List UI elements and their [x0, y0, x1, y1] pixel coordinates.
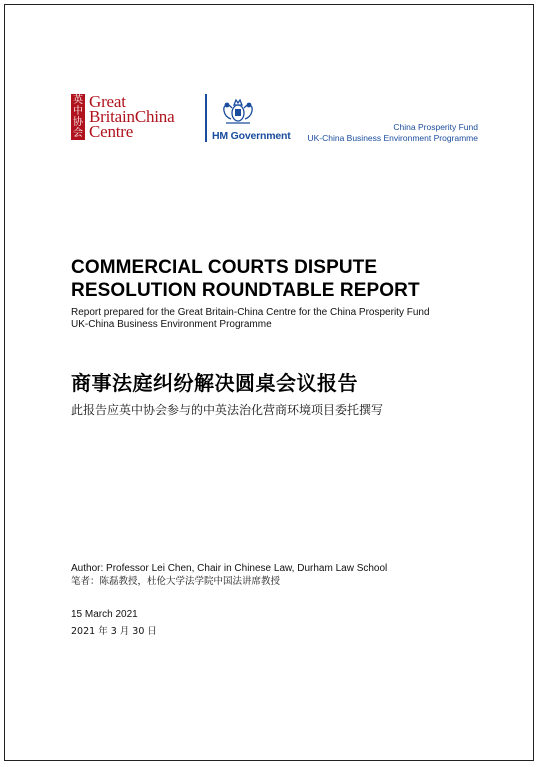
gbcc-seal	[71, 94, 85, 140]
hmg-label: HM Government	[212, 130, 291, 142]
date-en: 15 March 2021	[71, 609, 138, 620]
gbcc-name	[89, 94, 174, 139]
report-subtitle	[71, 307, 430, 331]
gbcc-name-line: Great	[89, 92, 126, 111]
title-line2: RESOLUTION ROUNDTABLE REPORT	[71, 280, 420, 301]
seal-char: 英	[73, 95, 83, 106]
royal-crest-icon	[218, 96, 258, 126]
subtitle-line2: UK-China Business Environment Programme	[71, 319, 272, 330]
cpf-line2: UK-China Business Environment Programme	[307, 133, 478, 143]
author-cn: 笔者：陈磊教授，杜伦大学法学院中国法讲席教授	[71, 576, 281, 587]
gbcc-name-line: BritainChina	[89, 107, 175, 126]
gbcc-name-line: Centre	[89, 122, 134, 141]
seal-char: 协	[73, 117, 83, 128]
author-en: Author: Professor Lei Chen, Chair in Chinese Law, Durham Law School	[71, 563, 388, 574]
cpf-line1: China Prosperity Fund	[393, 122, 478, 132]
report-title	[71, 256, 420, 302]
dates-block	[71, 606, 157, 640]
subtitle-line1: Report prepared for the Great Britain-China Centre for the China Prosperity Fund	[71, 307, 430, 318]
gbcc-logo	[71, 94, 174, 140]
date-cn: 2021 年 3 月 30 日	[71, 626, 157, 637]
hmg-divider	[205, 94, 207, 142]
prosperity-fund-logo	[307, 122, 478, 144]
seal-char: 中	[73, 106, 83, 117]
chinese-title: 商事法庭纠纷解决圆桌会议报告	[71, 371, 358, 395]
title-line1: COMMERCIAL COURTS DISPUTE	[71, 257, 378, 278]
chinese-subtitle: 此报告应英中协会参与的中英法治化营商环境项目委托撰写	[71, 403, 384, 417]
seal-char: 会	[73, 128, 83, 139]
author-block	[71, 562, 387, 588]
